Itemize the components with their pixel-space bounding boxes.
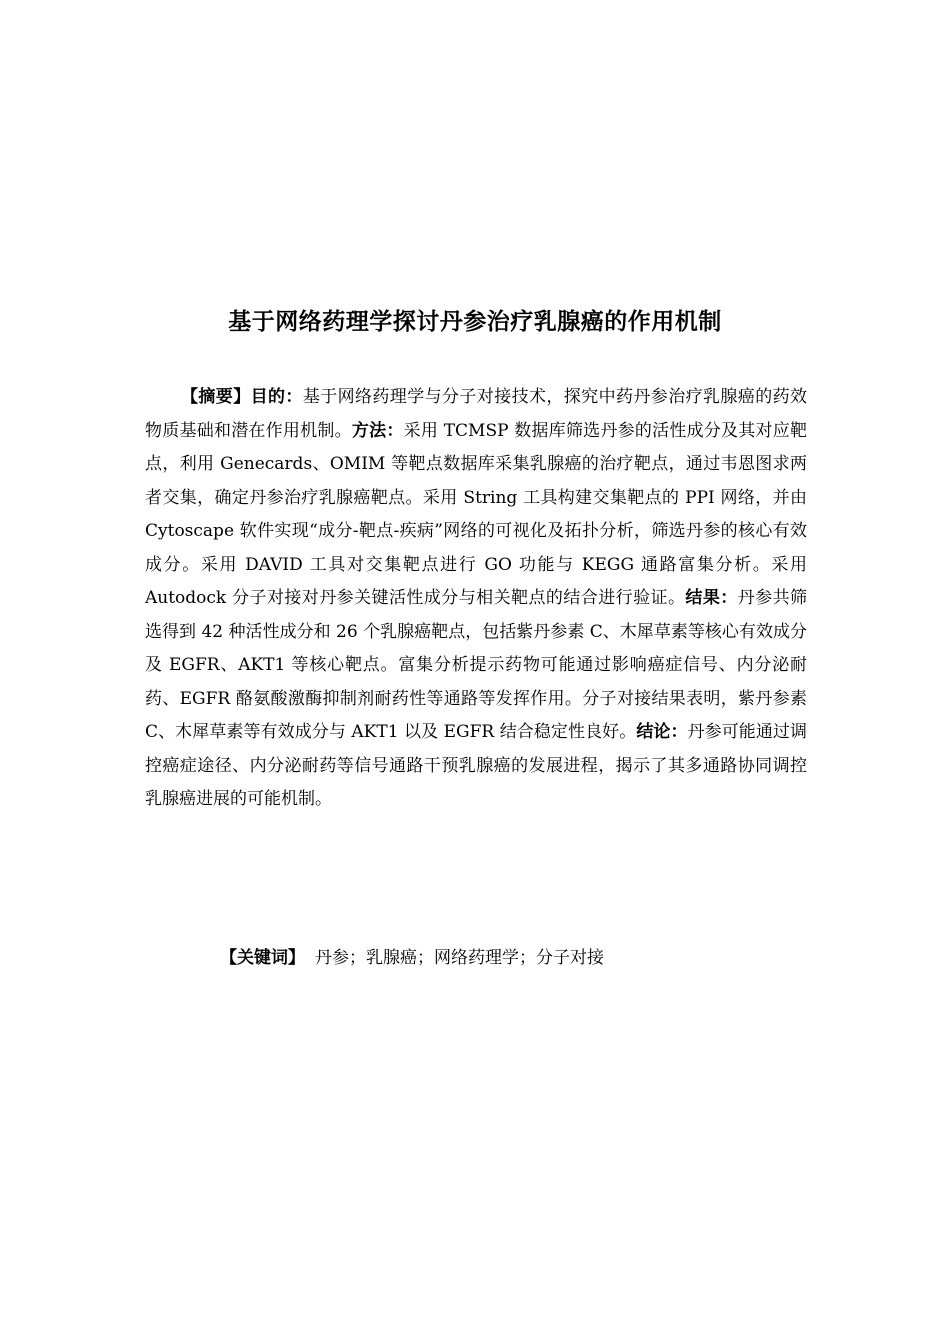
objective-label: 目的： xyxy=(250,387,303,407)
conclusion-label: 结论： xyxy=(636,722,688,742)
keywords-label: 【关键词】 xyxy=(220,948,305,968)
conclusion-text: 丹参可能通过调控癌症途径、内分泌耐药等信号通路干预乳腺癌的发展进程，揭示了其多通路协同调控乳腺癌进展的可能机制。 xyxy=(145,722,808,809)
methods-text: 采用 TCMSP 数据库筛选丹参的活性成分及其对应靶点，利用 Genecards、OMIM 等靶点数据库采集乳腺癌的治疗靶点，通过韦恩图求两者交集，确定丹参治疗乳腺癌靶点。采用 String 工具构建交集靶点的 PPI 网络，并由 Cytoscape 软件实现“成分-靶点-疾病”网络的可视化及拓扑分析，筛选丹参的核心有效成分。采用 DAVID 工具对交集靶点进行 GO 功能与 KEGG 通路富集分析。采用 Autodock 分子对接对丹参关键活性成分与相关靶点的结合进行验证。 xyxy=(145,420,808,608)
objective-text: 基于网络药理学与分子对接技术，探究中药丹参治疗乳腺癌的药效物质基础和潜在作用机制。 xyxy=(145,387,808,441)
keywords-text: 丹参；乳腺癌；网络药理学；分子对接 xyxy=(315,948,604,968)
abstract-paragraph xyxy=(145,381,807,817)
keywords-line xyxy=(220,942,820,974)
results-text: 丹参共筛选得到 42 种活性成分和 26 个乳腺癌靶点，包括紫丹参素 C、木犀草素等核心有效成分及 EGFR、AKT1 等核心靶点。富集分析提示药物可能通过影响癌症信号、内分泌耐药、EGFR 酪氨酸激酶抑制剂耐药性等通路等发挥作用。分子对接结果表明，紫丹参素 C、木犀草素等有效成分与 AKT1 以及 EGFR 结合稳定性良好。 xyxy=(145,588,808,742)
paper-title: 基于网络药理学探讨丹参治疗乳腺癌的作用机制 xyxy=(228,309,722,335)
methods-label: 方法： xyxy=(351,420,404,441)
abstract-label: 【摘要】 xyxy=(181,387,251,407)
results-label: 结果： xyxy=(685,588,738,608)
